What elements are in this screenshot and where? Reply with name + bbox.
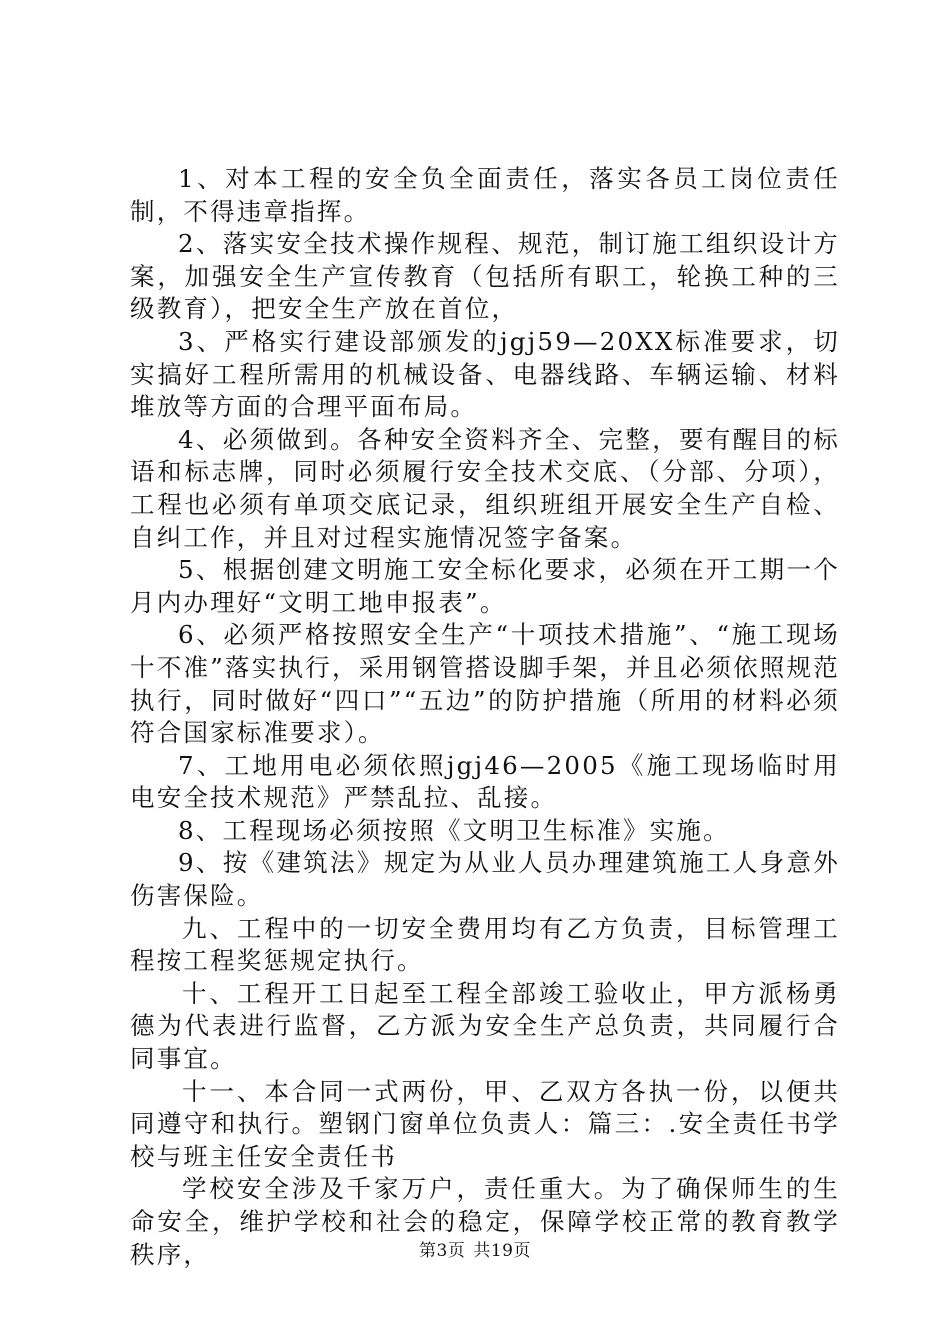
page-footer	[0, 1240, 950, 1262]
paragraph-3: 3、严格实行建设部颁发的jgj59—20XX标准要求，切实搞好工程所需用的机械设备、电器线路、车辆运输、材料堆放等方面的合理平面布局。	[130, 326, 840, 422]
paragraph-2: 2、落实安全技术操作规程、规范，制订施工组织设计方案，加强安全生产宣传教育（包括所有职工，轮换工种的三级教育），把安全生产放在首位，	[130, 229, 840, 324]
paragraph-1: 1、对本工程的安全负全面责任，落实各员工岗位责任制，不得违章指挥。	[130, 164, 840, 226]
paragraph-7: 7、工地用电必须依照jgj46—2005《施工现场临时用电安全技术规范》严禁乱拉、乱接。	[130, 750, 840, 813]
paragraph-school-safety: 学校安全涉及千家万户，责任重大。为了确保师生的生命安全，维护学校和社会的稳定，保障学校正常的教育教学秩序，	[130, 1174, 840, 1269]
page-number-total: 共19页	[473, 1241, 531, 1261]
paragraph-item-eleven: 十一、本合同一式两份，甲、乙双方各执一份，以便共同遵守和执行。塑钢门窗单位负责人：篇三：.安全责任书学校与班主任安全责任书	[130, 1076, 840, 1171]
paragraph-9: 9、按《建筑法》规定为从业人员办理建筑施工人身意外伤害保险。	[130, 848, 840, 911]
paragraph-item-nine: 九、工程中的一切安全费用均有乙方负责，目标管理工程按工程奖惩规定执行。	[130, 913, 840, 976]
paragraph-8: 8、工程现场必须按照《文明卫生标准》实施。	[178, 815, 730, 845]
page-number-current: 第3页	[419, 1241, 466, 1261]
paragraph-item-ten: 十、工程开工日起至工程全部竣工验收止，甲方派杨勇德为代表进行监督，乙方派为安全生产总负责，共同履行合同事宜。	[130, 978, 840, 1074]
paragraph-5: 5、根据创建文明施工安全标化要求，必须在开工期一个月内办理好“文明工地申报表”。	[130, 555, 840, 617]
paragraph-6: 6、必须严格按照安全生产“十项技术措施”、“施工现场十不准”落实执行，采用钢管搭设脚手架，并且必须依照规范执行，同时做好“四口”“五边”的防护措施（所用的材料必须符合国家标准要求）。	[130, 620, 840, 748]
document-body	[130, 163, 840, 1271]
paragraph-4: 4、必须做到。各种安全资料齐全、完整，要有醒目的标语和标志牌，同时必须履行安全技术交底、（分部、分项），工程也必须有单项交底记录，组织班组开展安全生产自检、自纠工作，并且对过程实施情况签字备案。	[130, 424, 840, 552]
